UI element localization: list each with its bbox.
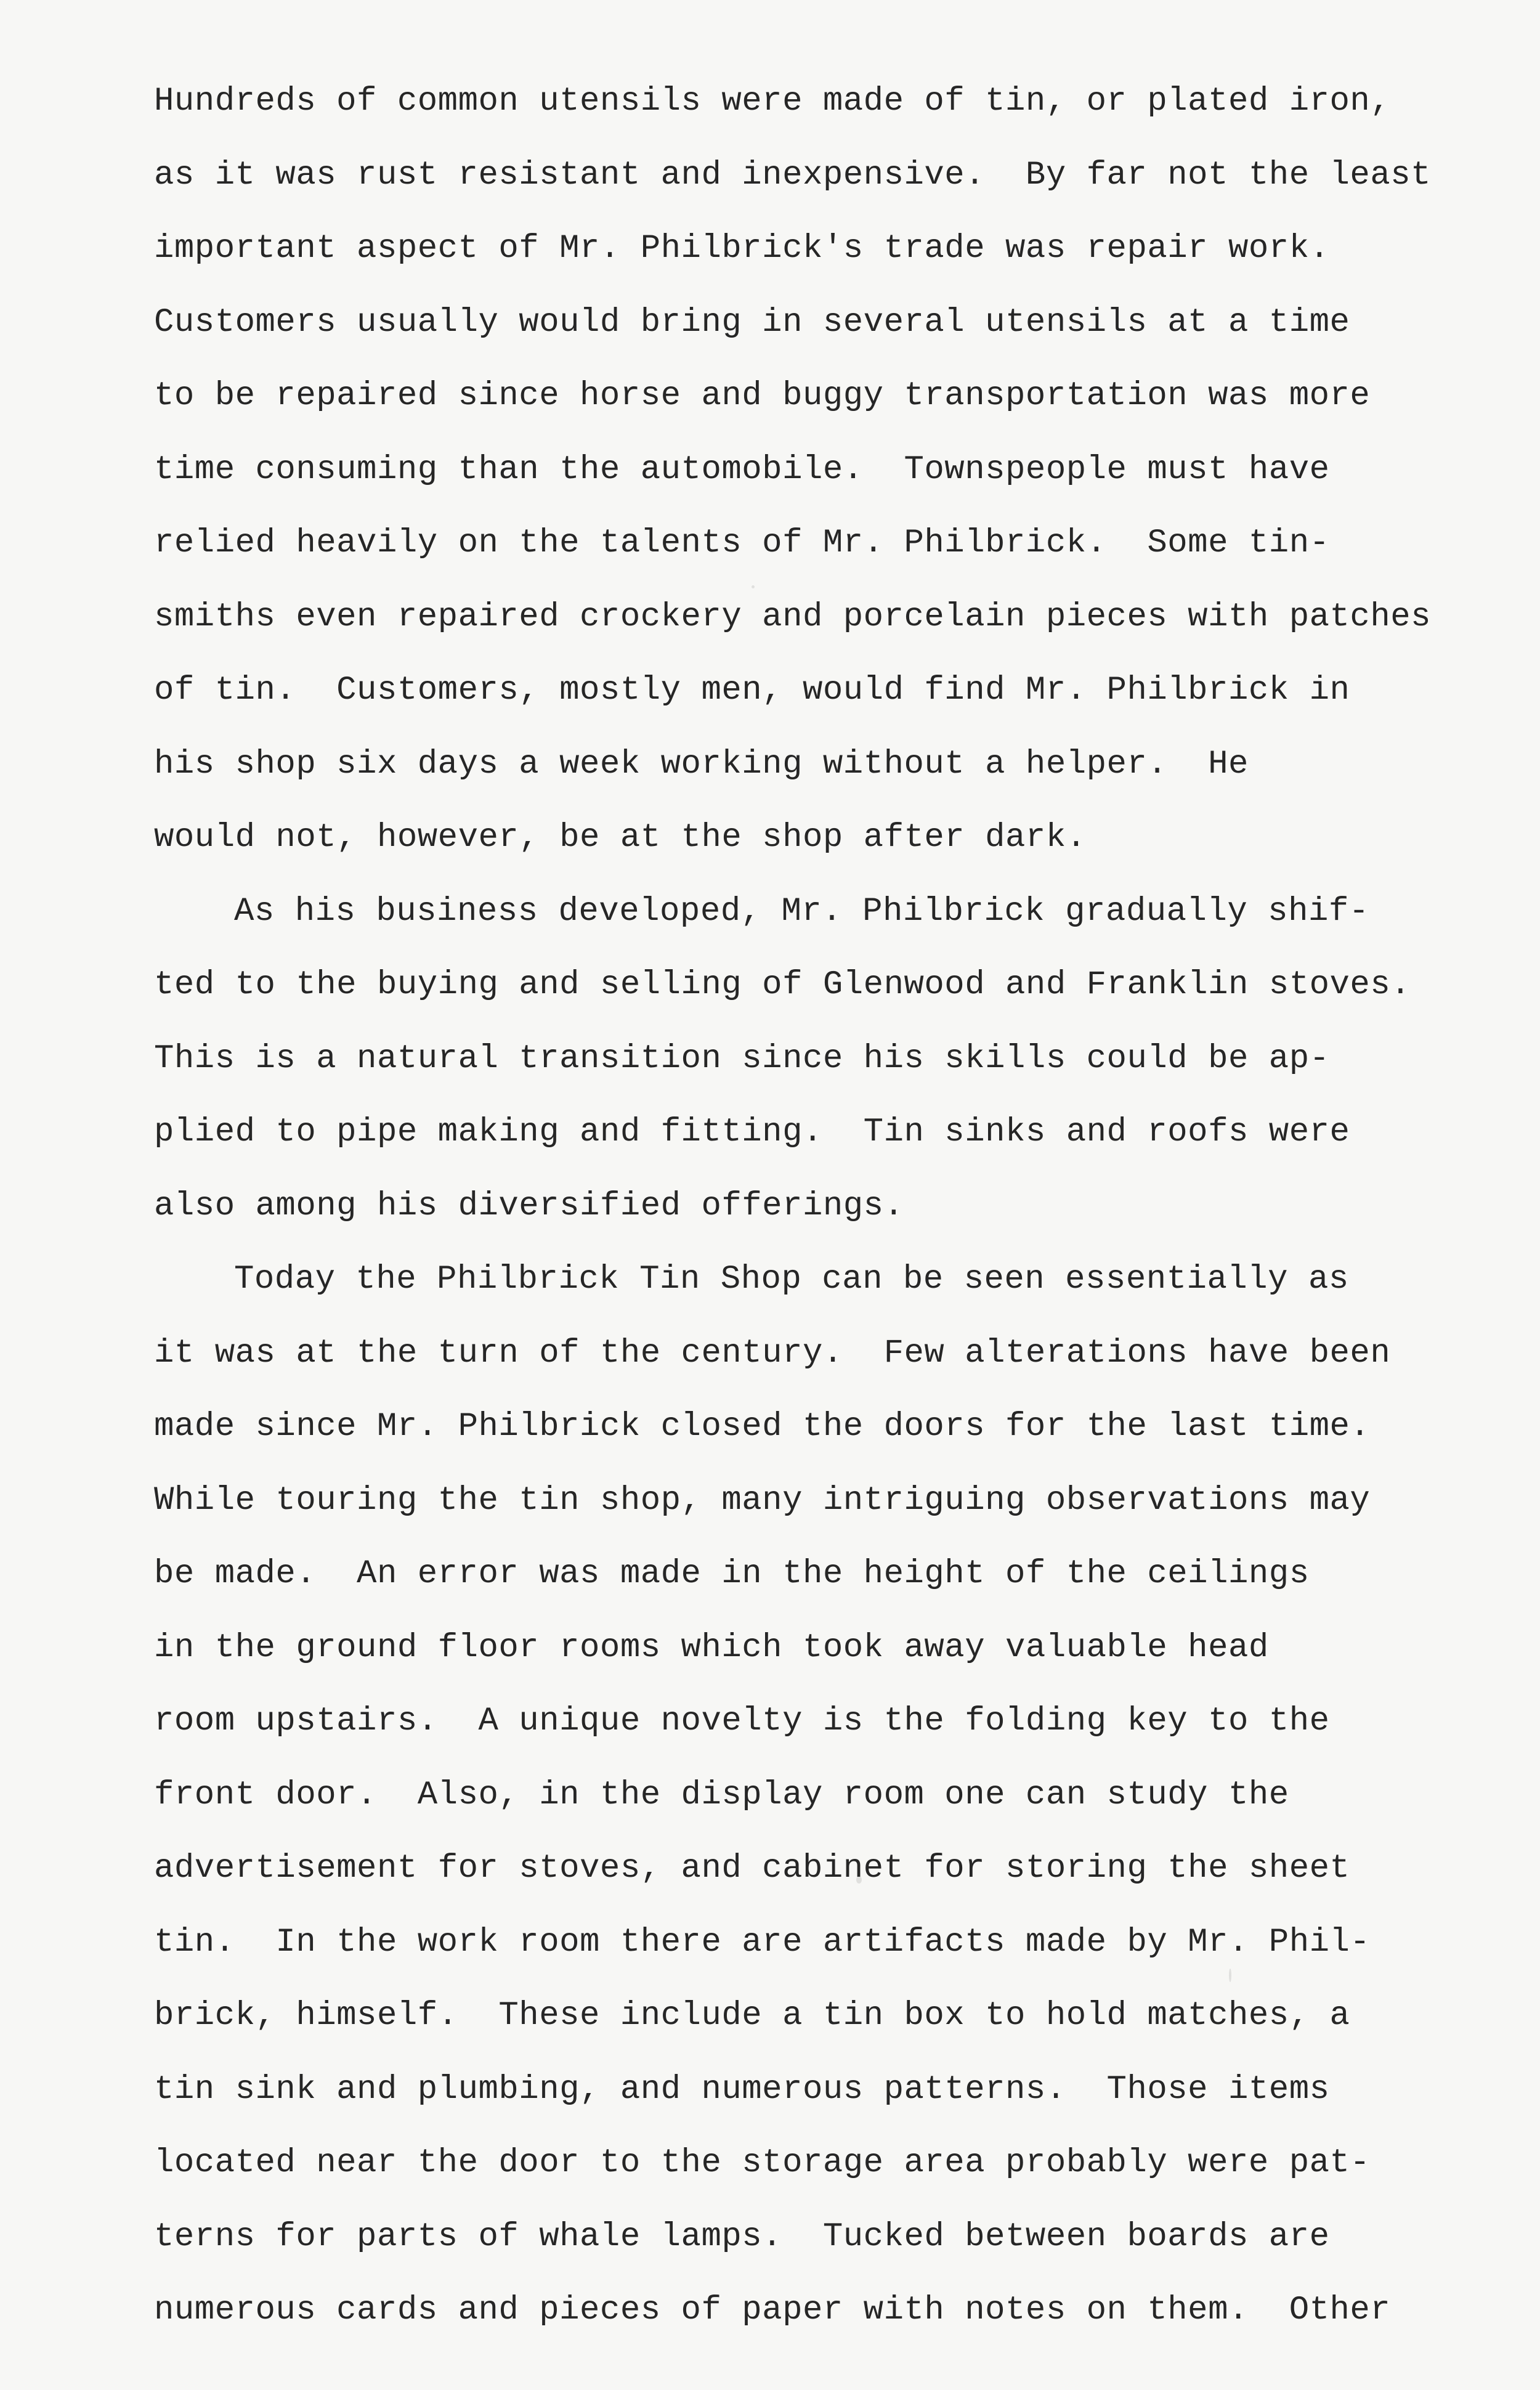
- text-line: numerous cards and pieces of paper with notes on them. Other: [154, 2291, 1391, 2329]
- text-line: located near the door to the storage area probably were pat-: [154, 2144, 1371, 2182]
- text-line: front door. Also, in the display room one can study the: [154, 1776, 1289, 1814]
- text-line: While touring the tin shop, many intriguing observations may: [154, 1481, 1371, 1519]
- ink-speck: [856, 1876, 862, 1884]
- text-line: As his business developed, Mr. Philbrick gradually shif-: [234, 892, 1369, 930]
- text-line: also among his diversified offerings.: [154, 1187, 904, 1225]
- text-line: of tin. Customers, mostly men, would find Mr. Philbrick in: [154, 672, 1350, 709]
- paragraph-2: [154, 875, 1411, 1243]
- paragraph-1: [154, 65, 1432, 875]
- text-line: as it was rust resistant and inexpensive. By far not the least: [154, 156, 1432, 194]
- ink-speck: [752, 585, 755, 588]
- text-line: Hundreds of common utensils were made of tin, or plated iron,: [154, 83, 1391, 120]
- text-line: to be repaired since horse and buggy transportation was more: [154, 377, 1371, 415]
- paragraph-3: [154, 1243, 1391, 2347]
- text-line: smiths even repaired crockery and porcelain pieces with patches: [154, 598, 1432, 636]
- text-line: relied heavily on the talents of Mr. Philbrick. Some tin-: [154, 524, 1330, 562]
- text-line: important aspect of Mr. Philbrick's trade was repair work.: [154, 230, 1330, 267]
- text-line: tin. In the work room there are artifacts made by Mr. Phil-: [154, 1923, 1371, 1961]
- text-line: tin sink and plumbing, and numerous patterns. Those items: [154, 2070, 1330, 2108]
- ink-speck: [1229, 1969, 1231, 1982]
- text-line: Today the Philbrick Tin Shop can be seen essentially as: [234, 1261, 1349, 1298]
- text-line: Customers usually would bring in several utensils at a time: [154, 303, 1350, 341]
- text-line: plied to pipe making and fitting. Tin sinks and roofs were: [154, 1113, 1350, 1151]
- text-line: it was at the turn of the century. Few alterations have been: [154, 1334, 1391, 1372]
- text-line: made since Mr. Philbrick closed the doors for the last time.: [154, 1408, 1371, 1445]
- text-line: time consuming than the automobile. Townspeople must have: [154, 450, 1330, 489]
- text-line: his shop six days a week working without a helper. He: [154, 745, 1249, 783]
- text-line: room upstairs. A unique novelty is the folding key to the: [154, 1702, 1330, 1740]
- text-line: This is a natural transition since his skills could be ap-: [154, 1039, 1330, 1078]
- text-line: in the ground floor rooms which took away valuable head: [154, 1628, 1269, 1667]
- text-line: terns for parts of whale lamps. Tucked between boards are: [154, 2217, 1330, 2256]
- text-line: ted to the buying and selling of Glenwood and Franklin stoves.: [154, 966, 1411, 1004]
- text-line: would not, however, be at the shop after dark.: [154, 819, 1087, 856]
- typed-text-body: [154, 65, 1432, 2347]
- text-line: brick, himself. These include a tin box to hold matches, a: [154, 1997, 1350, 2034]
- text-line: advertisement for stoves, and cabinet for storing the sheet: [154, 1850, 1350, 1887]
- text-line: be made. An error was made in the height of the ceilings: [154, 1555, 1310, 1593]
